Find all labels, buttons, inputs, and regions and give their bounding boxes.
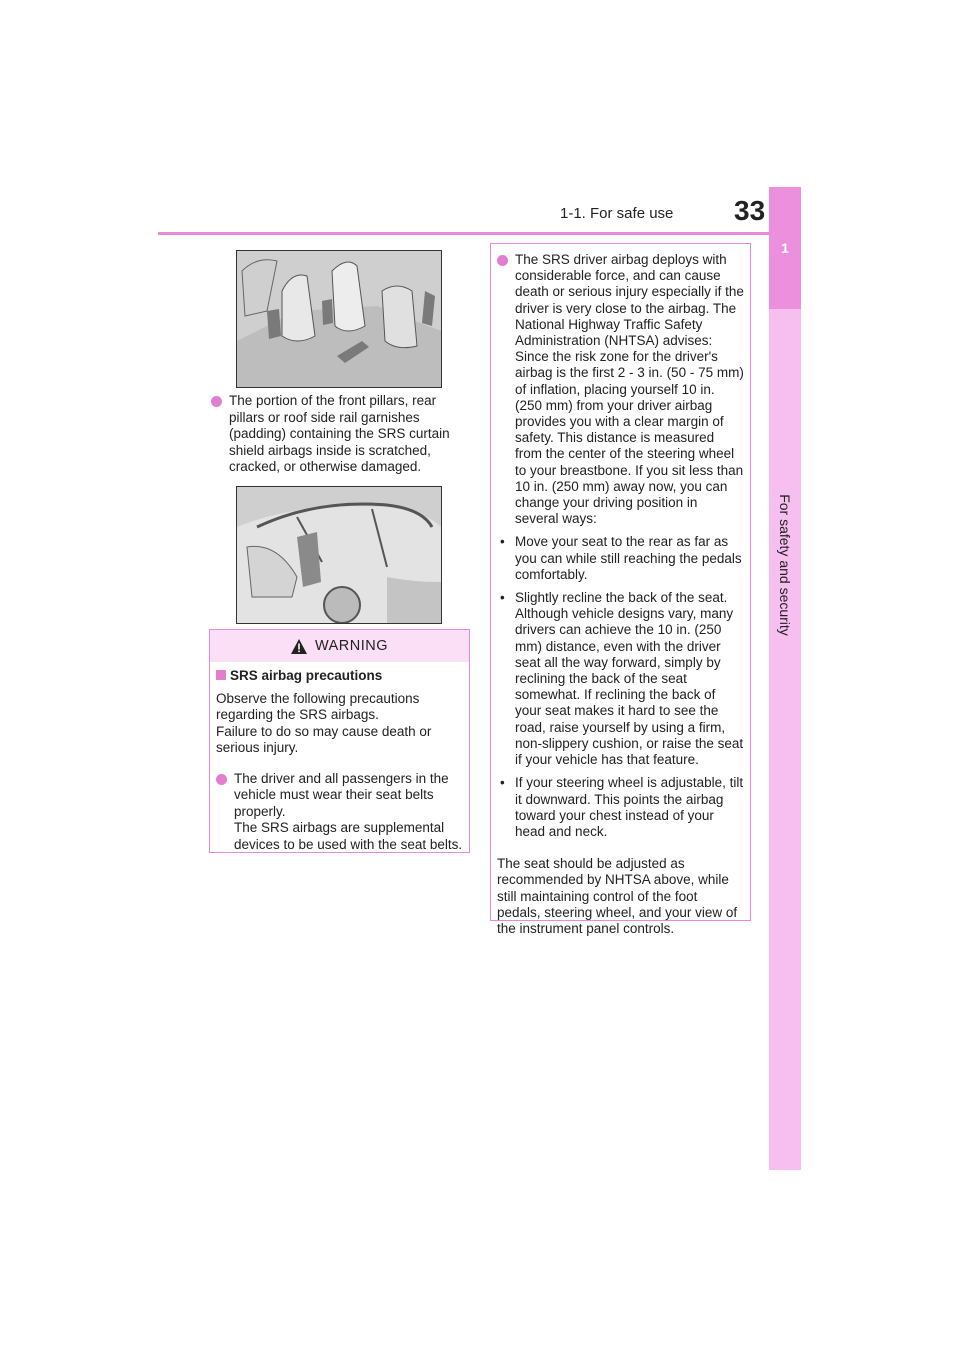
bullet-dot-icon (497, 255, 508, 266)
warning-subhead-text: SRS airbag precautions (230, 668, 383, 683)
driver-airbag-text: The SRS driver airbag deploys with considerable force, and can cause death or serious injury especially if the driver is very close to the airbag. The National Highway Traffic Safety Administration (NHTSA) advises: (515, 252, 744, 349)
chapter-tab-label: For safety and security (777, 494, 793, 636)
sub-bullet-marker: • (500, 534, 505, 550)
closing-paragraph: The seat should be adjusted as recommended by NHTSA above, while still maintaining control of the foot pedals, steering wheel, and your view of the instrument panel controls. (497, 856, 738, 936)
warning-intro: Observe the following precautions regarding the SRS airbags. (216, 690, 420, 722)
warning-title: WARNING (314, 638, 389, 654)
seat-airbag-illustration (236, 250, 442, 388)
position-tip-1-text: Move your seat to the rear as far as you can while still reaching the pedals comfortably. (515, 534, 742, 582)
warning-bullet-text: The driver and all passengers in the vehicle must wear their seat belts properly. (234, 770, 449, 819)
warning-triangle-icon (291, 639, 307, 654)
bullet-dot-icon (216, 774, 227, 785)
warning-bullet-text-2: The SRS airbags are supplemental devices to be used with the seat belts. (234, 820, 463, 852)
warning-subhead (216, 668, 463, 685)
bullet-dot-icon (211, 396, 222, 407)
position-tip-2 (497, 590, 744, 768)
left-bullet-text: The portion of the front pillars, rear pillars or roof side rail garnishes (padding) containing the SRS curtain shield airbags inside is scratched, cracked, or otherwise damaged. (229, 393, 450, 474)
chapter-tab-number[interactable]: 1 (769, 187, 801, 309)
driver-airbag-bullet (497, 252, 744, 527)
sub-bullet-marker: • (500, 590, 505, 606)
header-rule (158, 232, 769, 235)
sub-bullet-marker: • (500, 775, 505, 791)
curtain-airbag-illustration (236, 486, 442, 624)
warning-bullet (216, 771, 463, 854)
driver-airbag-text-cont: Since the risk zone for the driver's airbag is the first 2 - 3 in. (50 - 75 mm) of inflation, placing yourself 10 in. (250 mm) from your driver airbag provides you with a clear margin of safety. This distance is measured from the center of the steering wheel to your breastbone. If you sit less than 10 in. (250 mm) away now, you can change your driving position in several ways: (515, 349, 744, 527)
warning-header (210, 630, 469, 662)
section-title: 1-1. For safe use (560, 205, 674, 222)
warning-box (209, 629, 470, 853)
square-bullet-icon (216, 670, 226, 680)
position-tip-3 (497, 775, 744, 840)
position-tip-2-text: Slightly recline the back of the seat. Although vehicle designs vary, many drivers can achieve the 10 in. (250 mm) distance, even with the driver seat all the way forward, simply by reclining the back of the seat somewhat. If reclining the back of your seat makes it hard to see the road, raise yourself by using a firm, non-slippery cushion, or raise the seat if your vehicle has that feature. (515, 590, 744, 768)
position-tip-1 (497, 534, 744, 583)
warning-continued-box (490, 243, 751, 936)
left-bullet-curtain-airbag (211, 393, 471, 476)
side-tab (769, 187, 801, 1170)
position-tip-3-text: If your steering wheel is adjustable, tilt it downward. This points the airbag toward your chest instead of your head and neck. (515, 775, 744, 839)
page-number: 33 (734, 195, 766, 226)
warning-intro-2: Failure to do so may cause death or serious injury. (216, 723, 432, 755)
